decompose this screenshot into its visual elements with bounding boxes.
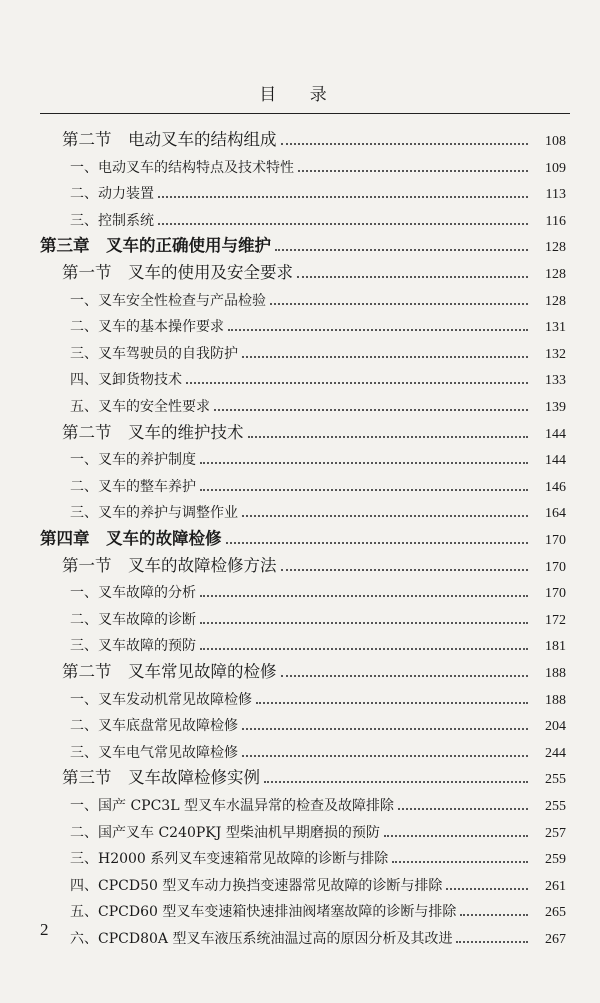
toc-entry-title: 二、叉车的整车养护 [70,478,196,495]
toc-entry-page: 204 [545,719,566,735]
toc-entry-title: 第二节 叉车的维护技术 [62,422,244,442]
toc-entry-section [0,550,600,576]
toc-entry-page: 188 [545,666,566,681]
toc-dot-leader [281,569,529,571]
toc-entry-page: 139 [545,400,566,415]
toc-dot-leader [186,382,528,384]
toc-entry-item [0,789,600,815]
toc-entry-title: 二、叉车底盘常见故障检修 [70,718,238,735]
toc-entry-section [0,656,600,682]
toc-entry-page: 170 [545,586,566,602]
toc-entry-title: 第一节 叉车的故障检修方法 [62,555,277,575]
toc-entry-title: 四、叉卸货物技术 [70,372,182,389]
toc-entry-page: 259 [545,852,566,868]
toc-entry-item [0,151,600,177]
toc-entry-title: 二、叉车故障的诊断 [70,611,196,628]
toc-entry-item [0,337,600,363]
toc-entry-item [0,310,600,336]
toc-entry-title: 四、CPCD50 型叉车动力换挡变速器常见故障的诊断与排除 [70,877,443,894]
toc-entry-item [0,842,600,868]
toc-dot-leader [384,835,528,837]
toc-entry-page: 144 [545,453,566,469]
toc-dot-leader [228,329,528,331]
toc-entry-section [0,762,600,788]
toc-entry-item [0,895,600,921]
toc-entry-title: 三、叉车驾驶员的自我防护 [70,345,238,362]
toc-entry-page: 172 [545,612,566,628]
toc-entry-page: 108 [545,134,566,149]
toc-dot-leader [446,888,528,890]
toc-dot-leader [200,595,528,597]
toc-entry-title: 一、电动叉车的结构特点及技术特性 [70,159,294,176]
toc-entry-item [0,922,600,948]
toc-entry-page: 170 [545,559,566,575]
toc-dot-leader [200,622,528,624]
toc-entry-chapter [0,230,600,256]
toc-entry-page: 109 [545,160,566,176]
toc-entry-item [0,390,600,416]
toc-entry-item [0,284,600,310]
toc-dot-leader [281,143,529,145]
toc-entry-page: 255 [545,799,566,814]
toc-entry-item [0,576,600,602]
toc-entry-title: 三、叉车故障的预防 [70,638,196,655]
toc-entry-page: 113 [545,187,566,203]
toc-entry-title: 二、叉车的基本操作要求 [70,319,224,336]
toc-entry-page: 257 [545,825,566,841]
toc-entry-item [0,683,600,709]
toc-entry-page: 144 [545,426,566,442]
toc-entry-item [0,816,600,842]
toc-entry-title: 三、H2000 系列叉车变速箱常见故障的诊断与排除 [70,851,389,868]
toc-entry-item [0,177,600,203]
toc-entry-item [0,709,600,735]
toc-entry-title: 二、动力装置 [70,186,154,203]
toc-dot-leader [158,196,528,198]
toc-dot-leader [275,249,528,251]
toc-dot-leader [264,781,528,783]
toc-entry-page: 244 [545,745,566,761]
toc-entry-section [0,257,600,283]
toc-entry-title: 第二节 叉车常见故障的检修 [62,662,277,681]
toc-entry-title: 一、叉车故障的分析 [70,585,196,602]
toc-entry-title: 六、CPCD80A 型叉车液压系统油温过高的原因分析及其改进 [70,931,453,947]
page-header-title: 目 录 [259,85,341,105]
toc-entry-title: 第三章 叉车的正确使用与维护 [40,236,271,256]
toc-entry-item [0,443,600,469]
toc-entry-title: 三、叉车的养护与调整作业 [70,505,238,522]
toc-dot-leader [248,436,529,438]
toc-entry-page: 128 [545,267,566,282]
toc-dot-leader [297,276,528,278]
toc-dot-leader [158,223,528,225]
toc-dot-leader [392,861,528,863]
toc-entry-page: 133 [545,373,566,389]
toc-entry-item [0,496,600,522]
toc-dot-leader [270,303,528,305]
toc-entry-title: 第一节 叉车的使用及安全要求 [62,263,293,282]
toc-entry-page: 116 [545,213,566,229]
toc-dot-leader [460,914,528,916]
toc-dot-leader [226,542,529,544]
toc-entry-page: 261 [545,878,566,894]
toc-entry-item [0,629,600,655]
toc-entry-title: 第三节 叉车故障检修实例 [62,768,260,788]
toc-entry-item [0,736,600,762]
toc-entry-page: 181 [545,639,566,655]
toc-entry-title: 一、叉车的养护制度 [70,452,196,469]
toc-entry-title: 五、CPCD60 型叉车变速箱快速排油阀堵塞故障的诊断与排除 [70,904,457,921]
toc-entry-page: 164 [545,506,566,522]
toc-entry-title: 一、叉车发动机常见故障检修 [70,691,252,708]
toc-entry-page: 188 [545,692,566,708]
toc-dot-leader [200,489,528,491]
toc-entry-page: 170 [545,533,566,548]
toc-entry-page: 128 [545,293,566,309]
toc-entry-title: 三、控制系统 [70,212,154,229]
toc-dot-leader [456,941,528,943]
toc-entry-title: 一、国产 CPC3L 型叉车水温异常的检查及故障排除 [70,798,394,814]
toc-dot-leader [242,728,528,730]
toc-dot-leader [281,675,529,677]
toc-entry-page: 255 [545,772,566,788]
toc-entry-item [0,603,600,629]
toc-dot-leader [242,515,528,517]
toc-entry-title: 第四章 叉车的故障检修 [40,529,222,548]
toc-dot-leader [242,755,528,757]
toc-entry-item [0,204,600,230]
toc-entry-item [0,470,600,496]
toc-entry-title: 五、叉车的安全性要求 [70,399,210,415]
toc-entry-title: 三、叉车电气常见故障检修 [70,744,238,761]
toc-entry-section [0,417,600,443]
toc-entry-page: 267 [545,932,566,947]
toc-dot-leader [242,356,528,358]
toc-dot-leader [256,702,528,704]
toc-entry-title: 一、叉车安全性检查与产品检验 [70,292,266,309]
toc-entry-page: 132 [545,346,566,362]
toc-entry-title: 二、国产叉车 C240PKJ 型柴油机早期磨损的预防 [70,824,380,841]
toc-entry-page: 265 [545,905,566,921]
toc-entry-item [0,363,600,389]
toc-dot-leader [214,409,528,411]
toc-dot-leader [398,808,528,810]
toc-entry-page: 146 [545,479,566,495]
page-number: 2 [40,920,49,939]
header-rule [40,113,570,114]
toc-dot-leader [298,170,528,172]
toc-entry-title: 第二节 电动叉车的结构组成 [62,130,277,149]
toc-entry-chapter [0,523,600,549]
toc-entry-page: 128 [545,240,566,256]
toc-dot-leader [200,648,528,650]
toc-entry-section [0,124,600,150]
toc-entry-item [0,869,600,895]
toc-entry-page: 131 [545,320,566,336]
toc-dot-leader [200,462,528,464]
